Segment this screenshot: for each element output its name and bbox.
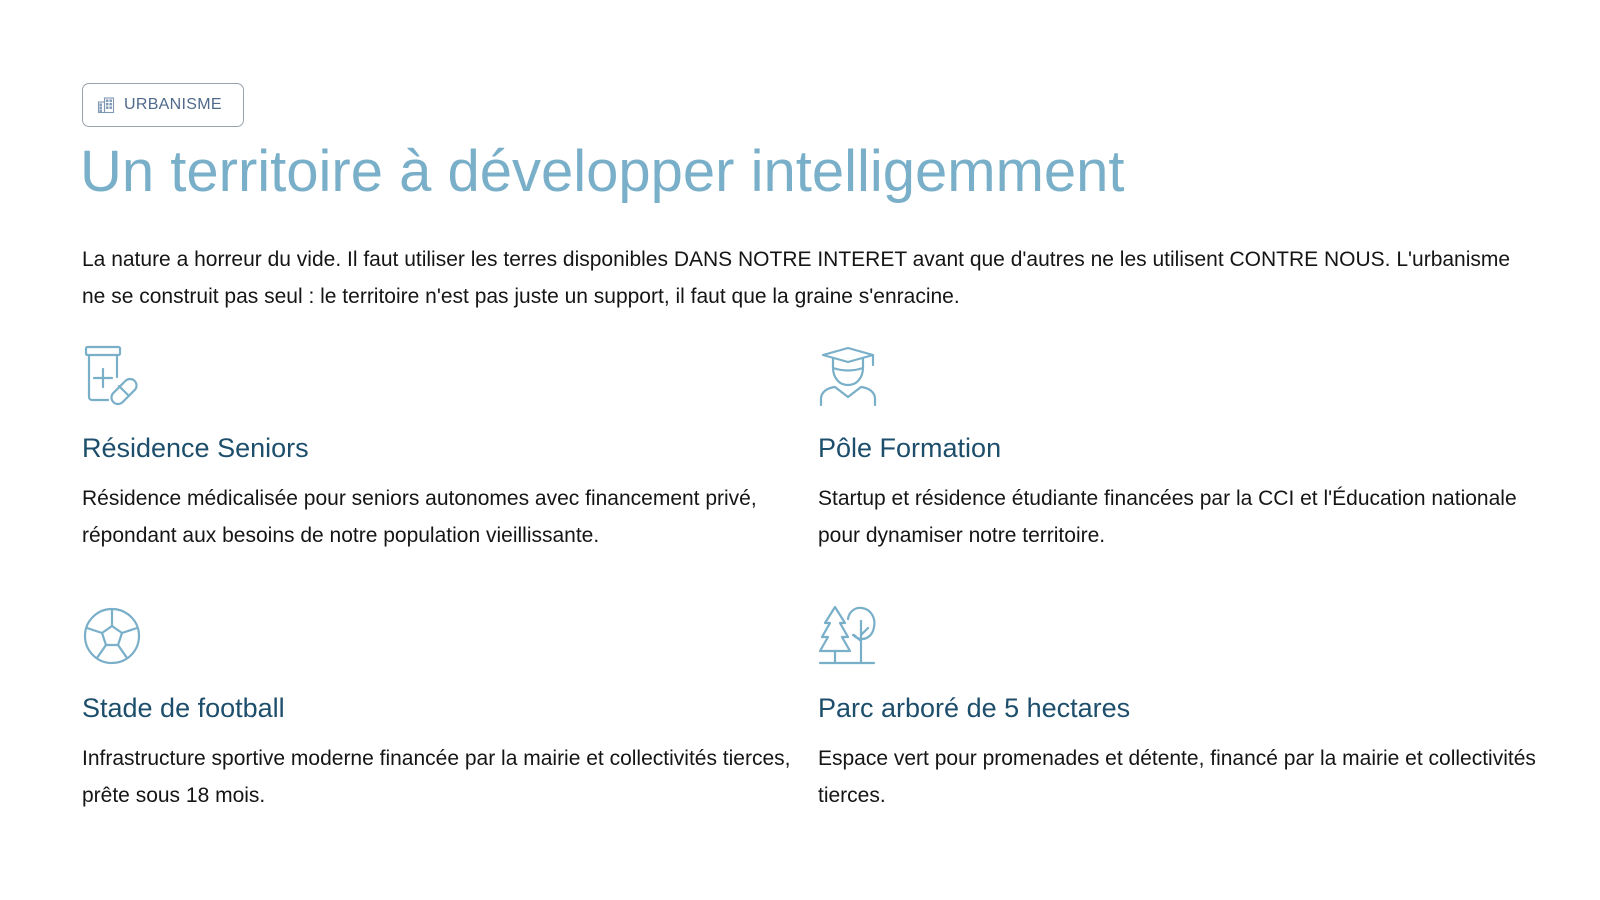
feature-description: Résidence médicalisée pour seniors autonomes avec financement privé, répondant aux besoins de notre population vieillissante.	[82, 487, 757, 547]
trees-icon	[818, 605, 878, 667]
graduate-icon	[818, 345, 878, 407]
feature-title: Parc arboré de 5 hectares	[818, 693, 1131, 723]
feature-description: Espace vert pour promenades et détente, financé par la mairie et collectivités tierces.	[818, 747, 1536, 807]
medicine-bottle-icon	[82, 345, 142, 407]
feature-title: Stade de football	[82, 693, 285, 723]
building-icon	[97, 96, 115, 114]
feature-description: Infrastructure sportive moderne financée par la mairie et collectivités tierces, prête sous 18 mois.	[82, 747, 791, 807]
intro-paragraph: La nature a horreur du vide. Il faut utiliser les terres disponibles DANS NOTRE INTERET avant que d'autres ne les utilisent CONTRE NOUS. L'urbanisme ne se construit pas seul : le territoire n'est pas juste un support, il faut que la graine s'enracine.	[82, 248, 1511, 308]
football-icon	[82, 605, 142, 667]
feature-card-residence-seniors	[82, 345, 802, 547]
feature-card-stade-football	[82, 605, 802, 807]
feature-card-pole-formation	[818, 345, 1538, 547]
feature-card-parc-arbore	[818, 605, 1538, 807]
feature-description: Startup et résidence étudiante financées par la CCI et l'Éducation nationale pour dynamiser notre territoire.	[818, 487, 1517, 547]
feature-title: Résidence Seniors	[82, 433, 309, 463]
feature-title: Pôle Formation	[818, 433, 1002, 463]
category-badge	[82, 83, 244, 127]
badge-label: URBANISME	[124, 96, 222, 113]
page-title: Un territoire à développer intelligemment	[80, 139, 1125, 204]
